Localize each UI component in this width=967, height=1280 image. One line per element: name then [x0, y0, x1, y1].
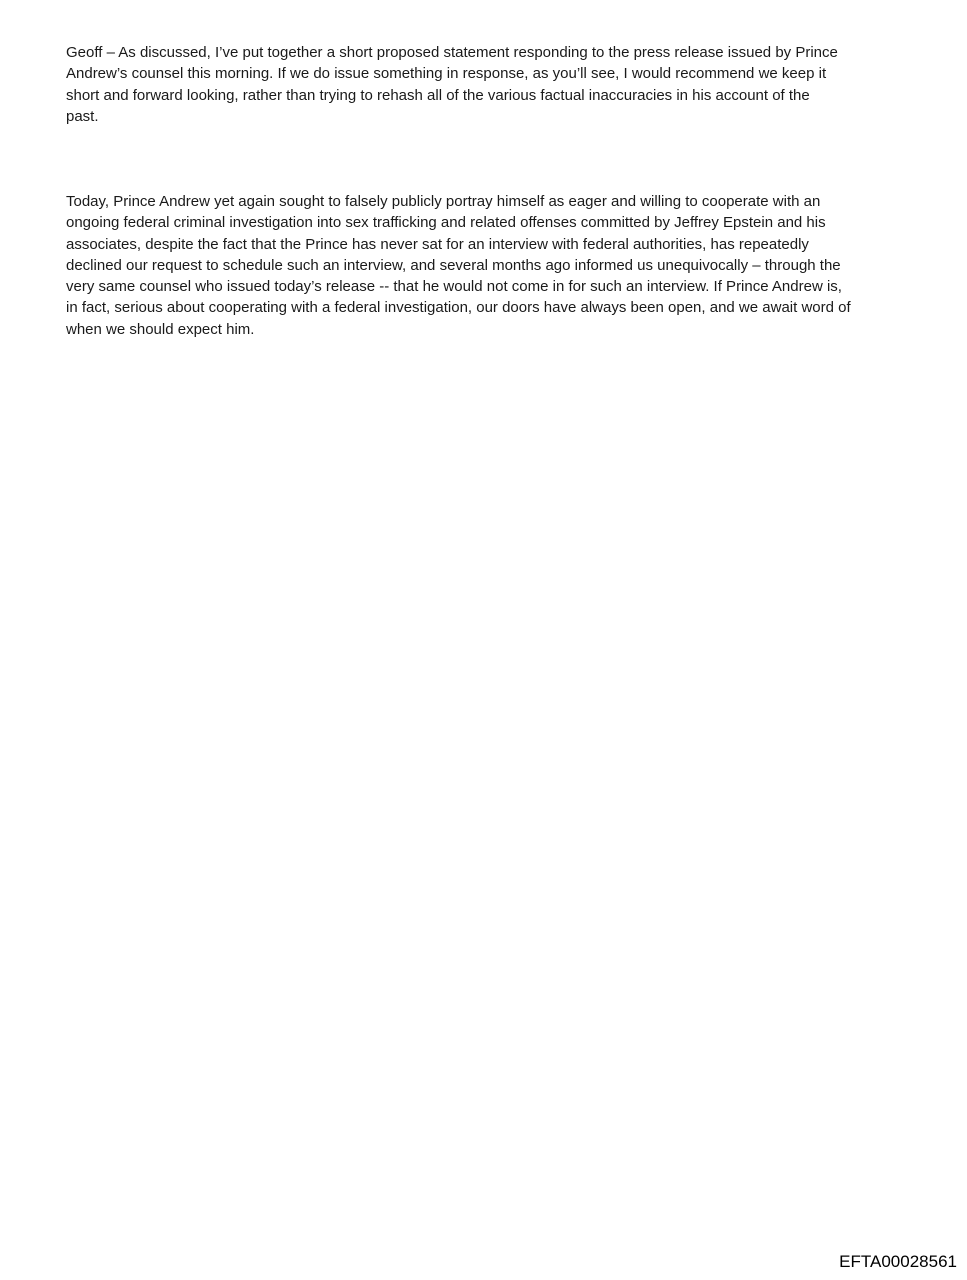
text-line: declined our request to schedule such an interview, and several months ago informed us unequivocally – through the [66, 256, 841, 274]
document-id-stamp: EFTA00028561 [839, 1252, 957, 1271]
text-line: Today, Prince Andrew yet again sought to falsely publicly portray himself as eager and willing to cooperate with an [66, 193, 821, 210]
text-line: short and forward looking, rather than trying to rehash all of the various factual inaccuracies in his account of the [66, 86, 810, 104]
proposed-statement-paragraph [66, 191, 851, 340]
text-line: very same counsel who issued today’s release -- that he would not come in for such an interview. If Prince Andrew is, [66, 278, 842, 296]
text-line: past. [66, 107, 99, 125]
text-line: Geoff – As discussed, I’ve put together a short proposed statement responding to the press release issued by Prince [66, 44, 838, 61]
text-line: Andrew’s counsel this morning. If we do issue something in response, as you’ll see, I would recommend we keep it [66, 65, 827, 83]
cover-note-paragraph [66, 42, 838, 127]
text-line: in fact, serious about cooperating with a federal investigation, our doors have always been open, and we await word of [66, 299, 851, 317]
text-line: ongoing federal criminal investigation into sex trafficking and related offenses committed by Jeffrey Epstein and his [66, 214, 826, 232]
text-line: associates, despite the fact that the Prince has never sat for an interview with federal authorities, has repeatedly [66, 235, 809, 253]
text-line: when we should expect him. [66, 320, 255, 338]
